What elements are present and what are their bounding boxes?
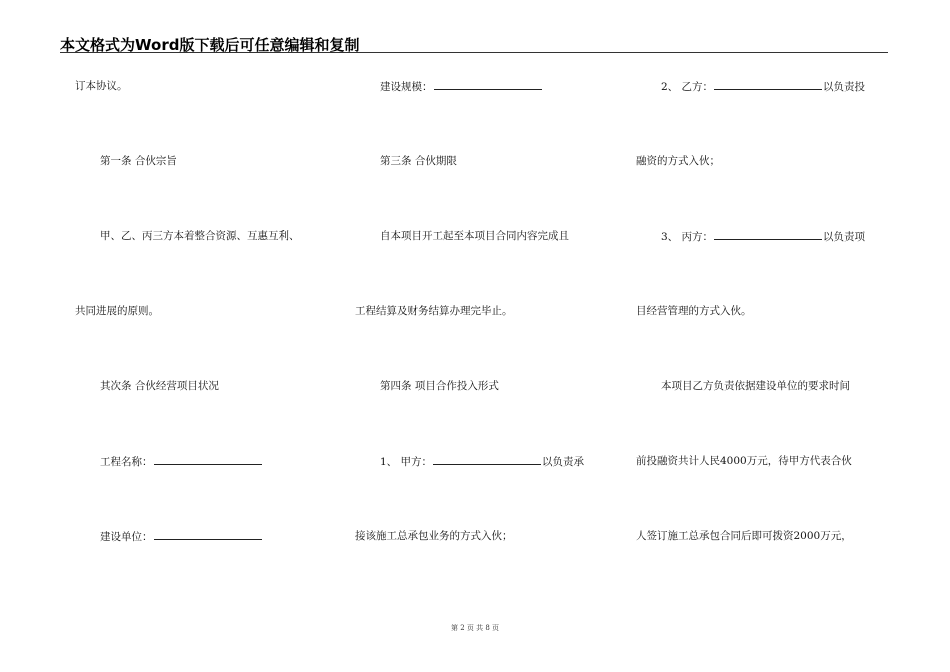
fill-in-blank [154,529,262,540]
text-column-1 [75,0,345,672]
form-field-line [661,79,865,94]
section-heading: 第三条 合伙期限 [380,155,457,167]
form-field-line [380,79,543,94]
text-line: 人签订施工总承包合同后即可拨资2000万元， [636,530,852,542]
text-line: 订本协议。 [75,80,128,92]
text-line: 自本项目开工起至本项目合同内容完成且 [380,230,569,242]
field-suffix: 以负责承 [542,456,585,468]
form-field-line [380,454,584,469]
field-label: 工程名称： [100,456,153,468]
field-suffix: 以负责投 [823,81,866,93]
section-heading: 其次条 合伙经营项目状况 [100,380,219,392]
form-field-line [100,529,263,544]
text-line: 共同进展的原则。 [75,305,159,317]
text-line: 工程结算及财务结算办理完毕止。 [355,305,513,317]
field-label: 2、 乙方： [661,81,714,93]
form-field-line [100,454,263,469]
field-label: 建设规模： [380,81,433,93]
field-suffix: 以负责项 [823,231,866,243]
text-column-2 [355,0,625,672]
text-line: 接该施工总承包业务的方式入伙； [355,530,513,542]
text-line: 甲、乙、丙三方本着整合资源、互惠互利、 [100,230,300,242]
field-label: 1、 甲方： [380,456,433,468]
text-line: 前投融资共计人民4000万元，待甲方代表合伙 [636,455,852,467]
fill-in-blank [434,79,542,90]
header-title: 本文格式为Word版下载后可任意编辑和复制 [60,36,360,54]
section-heading: 第四条 项目合作投入形式 [380,380,499,392]
text-column-3 [636,0,906,672]
text-line: 融资的方式入伙； [636,155,720,167]
page-number: 第 2 页 共 8 页 [450,624,500,632]
fill-in-blank [714,79,822,90]
text-line: 本项目乙方负责依据建设单位的要求时间 [661,380,850,392]
form-field-line [661,229,865,244]
field-label: 建设单位： [100,531,153,543]
section-heading: 第一条 合伙宗旨 [100,155,177,167]
fill-in-blank [433,454,541,465]
text-line: 目经营管理的方式入伙。 [636,305,752,317]
fill-in-blank [154,454,262,465]
fill-in-blank [714,229,822,240]
field-label: 3、 丙方： [661,231,714,243]
